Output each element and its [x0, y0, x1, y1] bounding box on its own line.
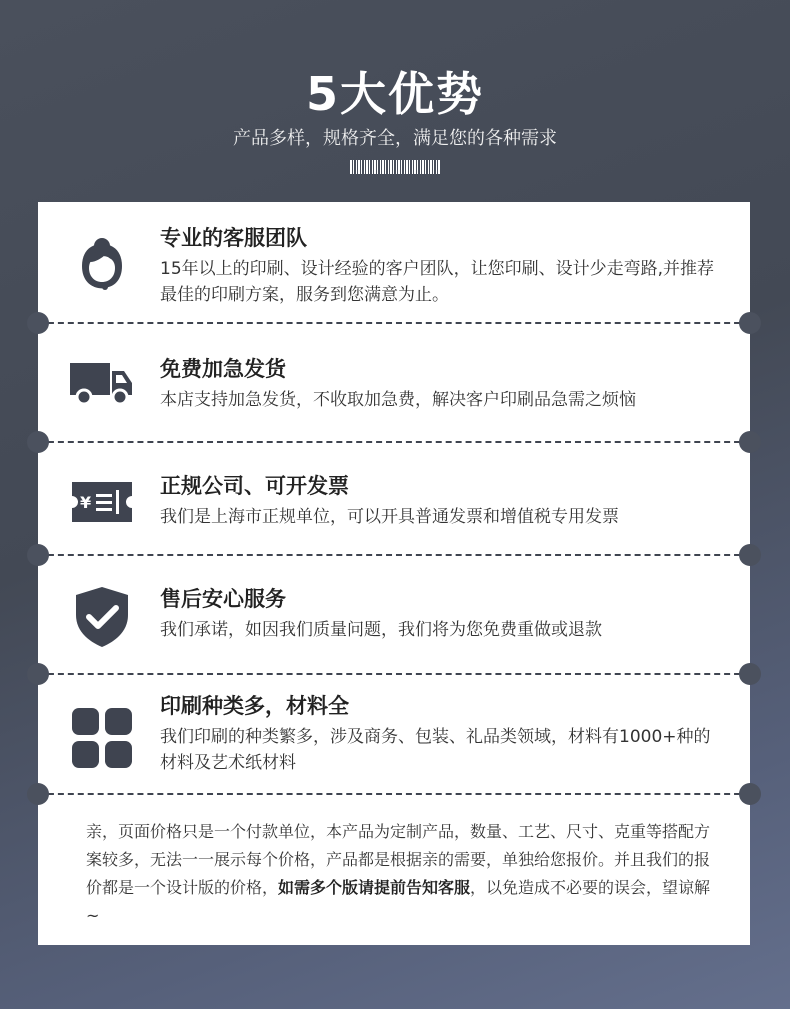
note-text: 亲，页面价格只是一个付款单位，本产品为定制产品，数量、工艺、尺寸、克重等搭配方案较多，无法一一展示每个价格，产品都是根据亲的需要，单独给您报价。并且我们的报价都是一个设计版的价格， — [86, 822, 711, 897]
ticket-notch — [27, 544, 49, 566]
svg-text:¥: ¥ — [80, 493, 92, 512]
grid-icon — [70, 706, 134, 770]
dashed-divider — [38, 322, 750, 324]
feature-description: 我们承诺，如因我们质量问题，我们将为您免费重做或退款 — [160, 620, 602, 640]
ticket-notch — [27, 783, 49, 805]
note-emphasis: 如需多个版请提前告知客服 — [278, 878, 471, 897]
dashed-divider — [38, 673, 750, 675]
barcode-decoration — [350, 160, 440, 174]
truck-icon — [70, 353, 134, 417]
ticket-notch — [739, 663, 761, 685]
feature-title: 正规公司、可开发票 — [160, 474, 349, 498]
ticket-notch — [739, 544, 761, 566]
shield-check-icon — [70, 585, 134, 649]
feature-title: 免费加急发货 — [160, 357, 286, 381]
feature-description: 15年以上的印刷、设计经验的客户团队，让您印刷、设计少走弯路,并推荐最佳的印刷方案，服务到您满意为止。 — [160, 259, 715, 305]
dashed-divider — [38, 793, 750, 795]
page-subtitle: 产品多样，规格齐全，满足您的各种需求 — [233, 128, 557, 149]
ticket-notch — [739, 783, 761, 805]
dashed-divider — [38, 554, 750, 556]
feature-title: 印刷种类多，材料全 — [160, 694, 349, 718]
note-text-end: ，以免造成不必要的误会，望谅解~ — [86, 878, 711, 925]
feature-card-express-delivery — [38, 323, 750, 442]
ticket-notch — [27, 431, 49, 453]
feature-title: 专业的客服团队 — [160, 226, 307, 250]
invoice-ticket-icon — [70, 470, 134, 534]
dashed-divider — [38, 441, 750, 443]
pricing-note-card — [38, 794, 750, 945]
feature-card-after-sales — [38, 555, 750, 674]
ticket-notch — [739, 312, 761, 334]
feature-description: 我们是上海市正规单位，可以开具普通发票和增值税专用发票 — [160, 507, 619, 527]
feature-title: 售后安心服务 — [160, 587, 286, 611]
pricing-note — [86, 818, 720, 930]
feature-card-service-team — [38, 202, 750, 323]
customer-service-icon — [70, 232, 134, 296]
feature-description: 我们印刷的种类繁多，涉及商务、包装、礼品类领域，材料有1000+种的材料及艺术纸材料 — [160, 727, 711, 773]
feature-card-print-types — [38, 674, 750, 794]
feature-card-invoice — [38, 442, 750, 555]
ticket-notch — [27, 312, 49, 334]
feature-description: 本店支持加急发货，不收取加急费，解决客户印刷品急需之烦恼 — [160, 390, 636, 410]
ticket-notch — [27, 663, 49, 685]
page-title: 5大优势 — [305, 67, 484, 121]
header — [0, 66, 790, 174]
ticket-notch — [739, 431, 761, 453]
